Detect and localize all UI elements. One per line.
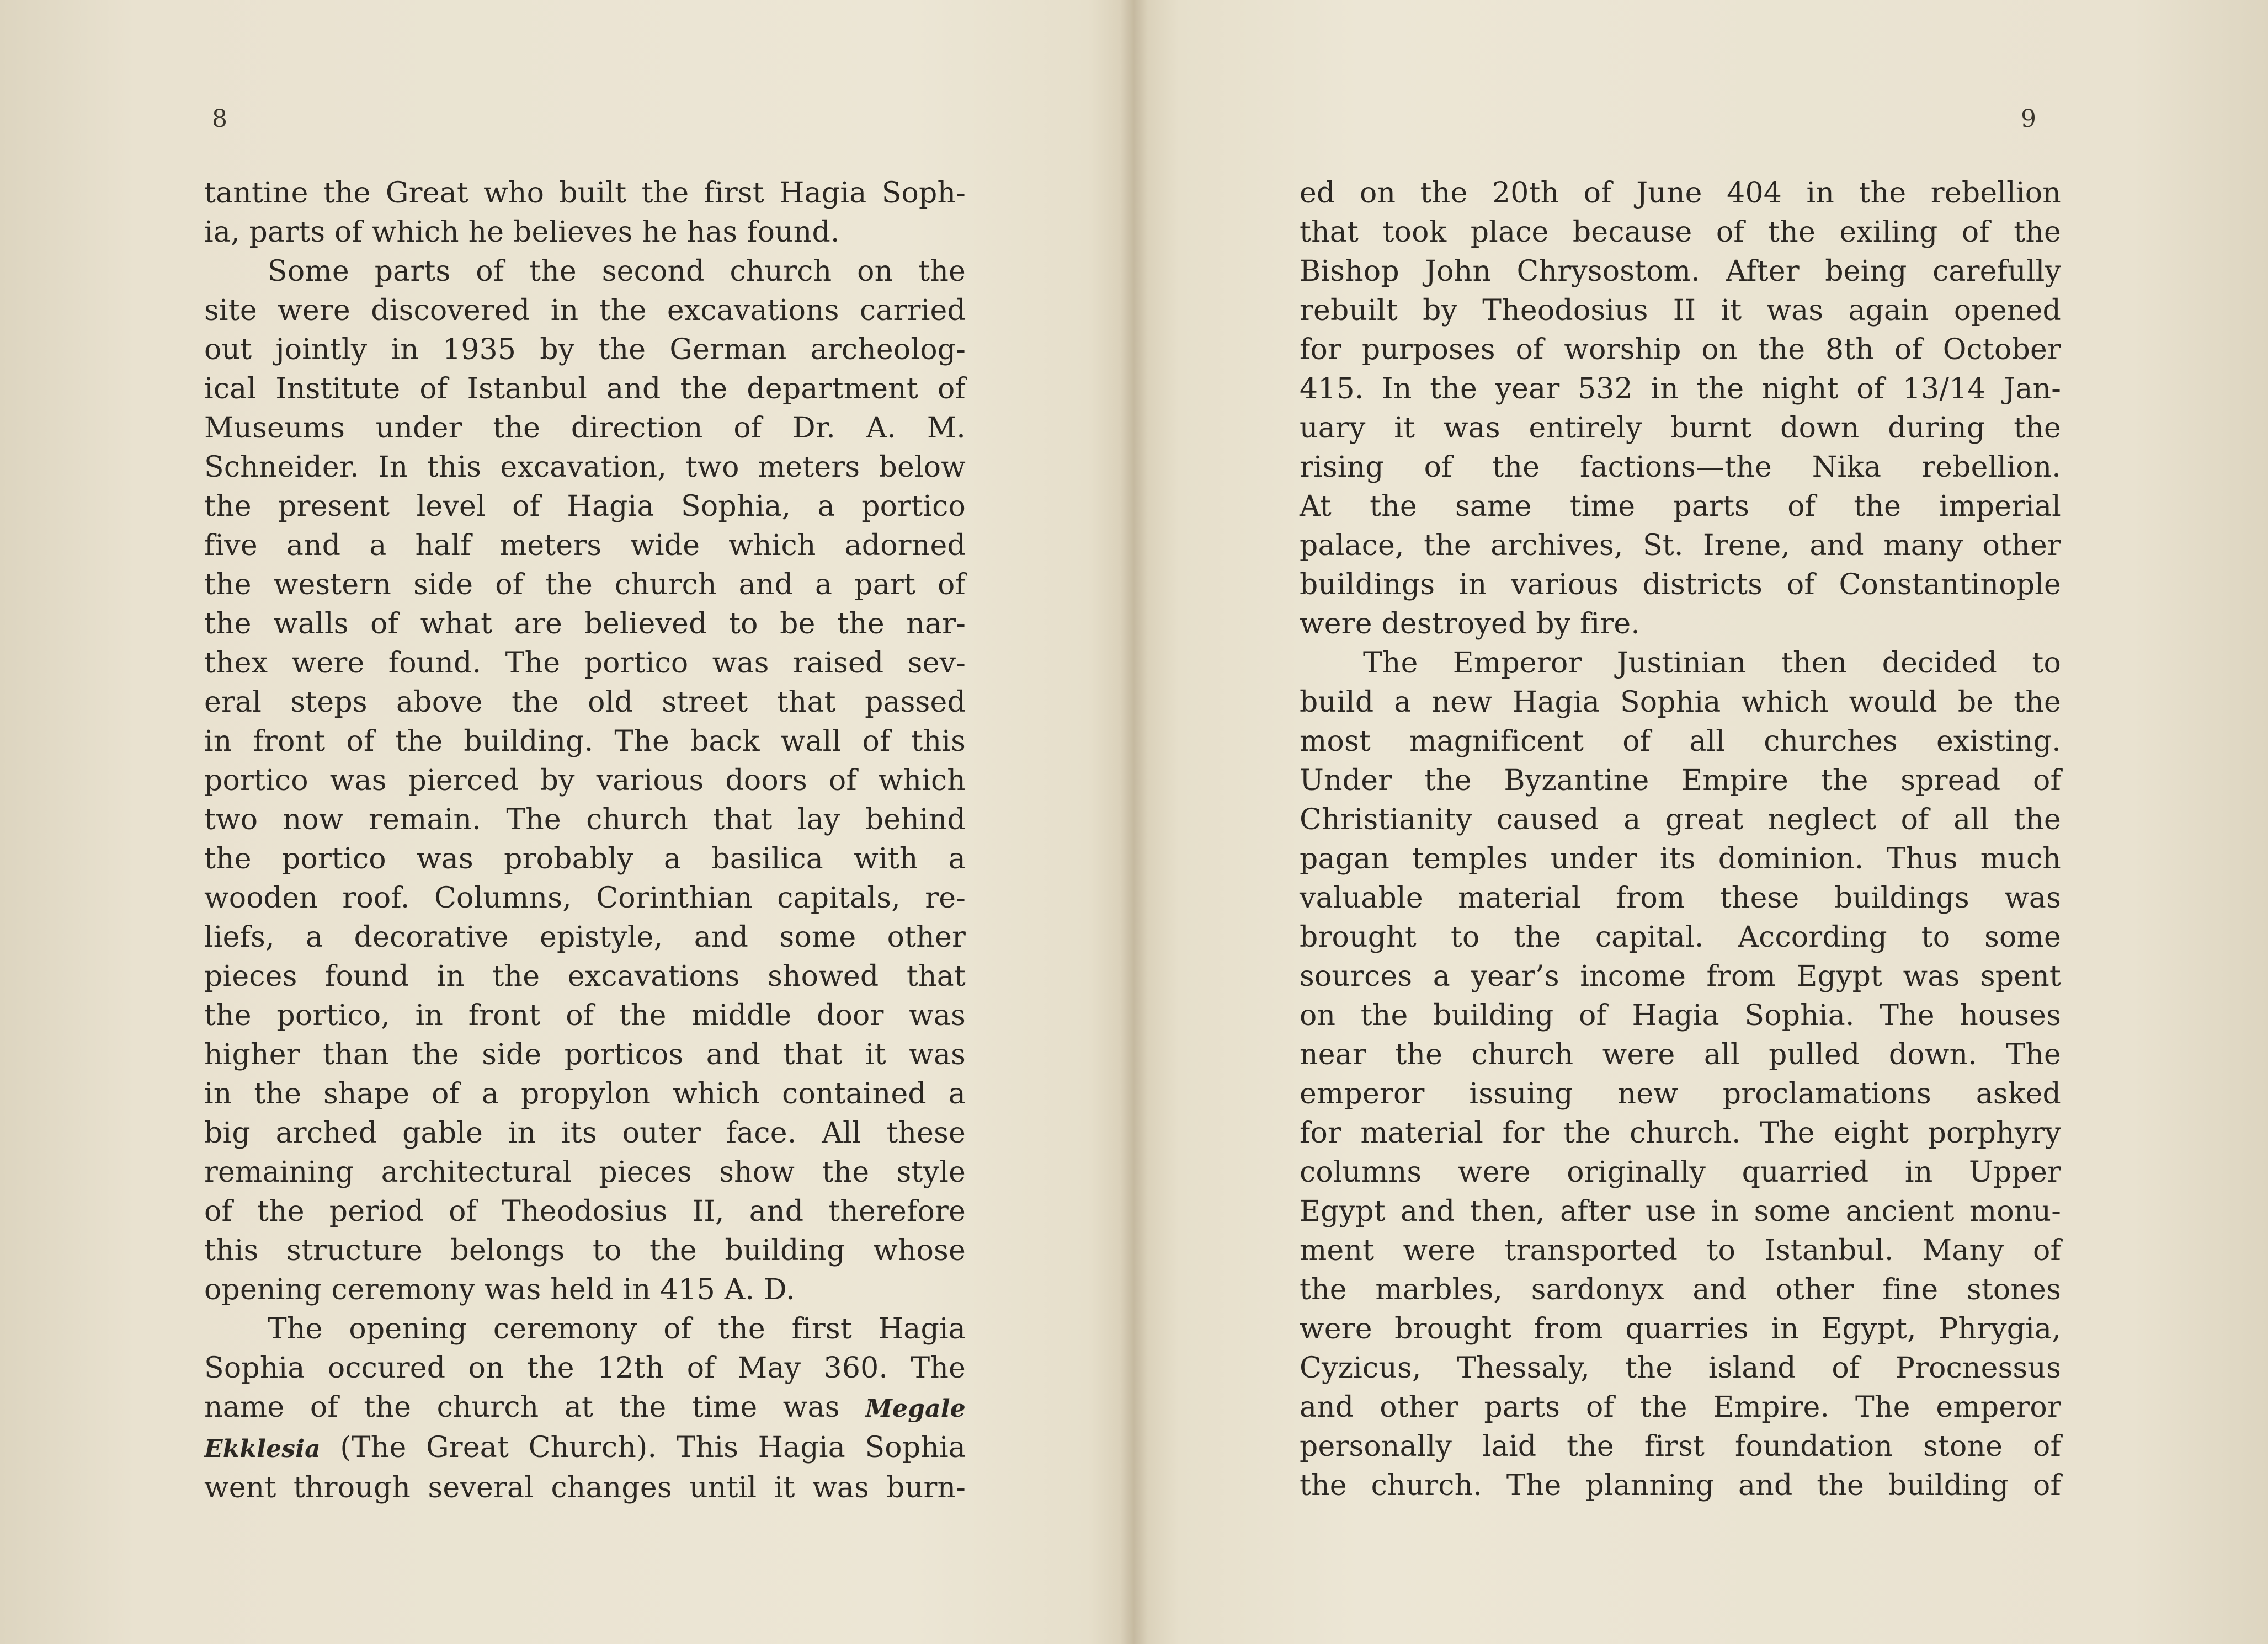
text-line: most magnificent of all churches existing. [1300, 725, 2061, 758]
text-line: ical Institute of Istanbul and the department of [204, 372, 966, 405]
text-line: pieces found in the excavations showed that [204, 960, 966, 993]
text-line: pagan temples under its dominion. Thus much [1300, 842, 2061, 876]
text-line: uary it was entirely burnt down during the [1300, 412, 2061, 445]
text-line-with-italic [204, 1388, 966, 1428]
text-line: the present level of Hagia Sophia, a portico [204, 490, 966, 523]
text-line: 415. In the year 532 in the night of 13/14 Jan- [1300, 372, 2061, 405]
text-line: were destroyed by fire. [1300, 607, 1641, 640]
text-line: The opening ceremony of the first Hagia [268, 1312, 966, 1346]
text-line: ed on the 20th of June 404 in the rebellion [1300, 177, 2061, 210]
text-line: the church. The planning and the building of [1300, 1469, 2061, 1502]
text-line: near the church were all pulled down. The [1300, 1038, 2061, 1071]
text-line: buildings in various districts of Constantinople [1300, 568, 2061, 601]
text-line: for material for the church. The eight porphyry [1300, 1117, 2061, 1150]
text-line: were brought from quarries in Egypt, Phrygia, [1300, 1312, 2061, 1346]
left-page-text [204, 174, 966, 1508]
text-line: build a new Hagia Sophia which would be the [1300, 686, 2061, 719]
text-line: big arched gable in its outer face. All these [204, 1117, 966, 1150]
text-line: At the same time parts of the imperial [1300, 490, 2061, 523]
text-line: sources a year’s income from Egypt was spent [1300, 960, 2061, 993]
text-line: and other parts of the Empire. The emperor [1300, 1391, 2061, 1424]
text-line: five and a half meters wide which adorned [204, 529, 966, 562]
right-page-text [1300, 174, 2061, 1506]
text-line: ment were transported to Istanbul. Many of [1300, 1234, 2061, 1267]
text-line: site were discovered in the excavations carried [204, 294, 966, 327]
text-line: wooden roof. Columns, Corinthian capitals, re- [204, 882, 966, 915]
text-line: Schneider. In this excavation, two meters below [204, 451, 966, 484]
text-line: Egypt and then, after use in some ancient monu- [1300, 1195, 2061, 1228]
text-line: valuable material from these buildings was [1300, 882, 2061, 915]
text-line: Bishop John Chrysostom. After being carefully [1300, 255, 2061, 288]
text-line: went through several changes until it was burn- [204, 1471, 966, 1504]
text-line: the marbles, sardonyx and other fine stones [1300, 1273, 2061, 1306]
text-line: higher than the side porticos and that it was [204, 1038, 966, 1071]
text-line: Some parts of the second church on the [268, 255, 966, 288]
text-line: palace, the archives, St. Irene, and many other [1300, 529, 2061, 562]
text-line: remaining architectural pieces show the style [204, 1156, 966, 1189]
text-line: in front of the building. The back wall of this [204, 725, 966, 758]
text-line: Sophia occured on the 12th of May 360. The [204, 1352, 966, 1385]
italic-term: Megale [865, 1395, 966, 1423]
text-line: tantine the Great who built the first Hagia Soph- [204, 177, 966, 210]
text-line: brought to the capital. According to some [1300, 921, 2061, 954]
text-line: out jointly in 1935 by the German archeolog- [204, 333, 966, 366]
book-gutter [1120, 0, 1148, 1644]
text-segment: (The Great Church). This Hagia Sophia [340, 1431, 966, 1464]
text-line: The Emperor Justinian then decided to [1363, 647, 2061, 680]
text-line: emperor issuing new proclamations asked [1300, 1077, 2061, 1111]
text-line: liefs, a decorative epistyle, and some other [204, 921, 966, 954]
italic-term: Ekklesia [204, 1435, 321, 1463]
text-line: rising of the factions—the Nika rebellion. [1300, 451, 2061, 484]
text-line: on the building of Hagia Sophia. The houses [1300, 999, 2061, 1032]
text-line: personally laid the first foundation stone of [1300, 1430, 2061, 1463]
text-line: two now remain. The church that lay behind [204, 803, 966, 836]
text-line: rebuilt by Theodosius II it was again opened [1300, 294, 2061, 327]
text-line: thex were found. The portico was raised sev- [204, 647, 966, 680]
text-line: the western side of the church and a part of [204, 568, 966, 601]
text-line: of the period of Theodosius II, and therefore [204, 1195, 966, 1228]
text-line: for purposes of worship on the 8th of October [1300, 333, 2061, 366]
page-number-right: 9 [2021, 105, 2036, 133]
text-line: opening ceremony was held in 415 A. D. [204, 1273, 795, 1306]
text-line-with-italic [204, 1428, 966, 1469]
text-line: that took place because of the exiling of the [1300, 216, 2061, 249]
text-line: Cyzicus, Thessaly, the island of Procnessus [1300, 1352, 2061, 1385]
text-line: Christianity caused a great neglect of all the [1300, 803, 2061, 836]
text-line: in the shape of a propylon which contained a [204, 1077, 966, 1111]
text-line: columns were originally quarried in Upper [1300, 1156, 2061, 1189]
text-line: the portico was probably a basilica with a [204, 842, 966, 876]
text-segment: name of the church at the time was [204, 1391, 840, 1424]
page-number-left: 8 [212, 105, 227, 133]
text-line: Museums under the direction of Dr. A. M. [204, 412, 966, 445]
text-line: portico was pierced by various doors of which [204, 764, 966, 797]
text-line: ia, parts of which he believes he has found. [204, 216, 840, 249]
text-line: the portico, in front of the middle door was [204, 999, 966, 1032]
text-line: the walls of what are believed to be the nar- [204, 607, 966, 640]
text-line: Under the Byzantine Empire the spread of [1300, 764, 2061, 797]
text-line: eral steps above the old street that passed [204, 686, 966, 719]
text-line: this structure belongs to the building whose [204, 1234, 966, 1267]
